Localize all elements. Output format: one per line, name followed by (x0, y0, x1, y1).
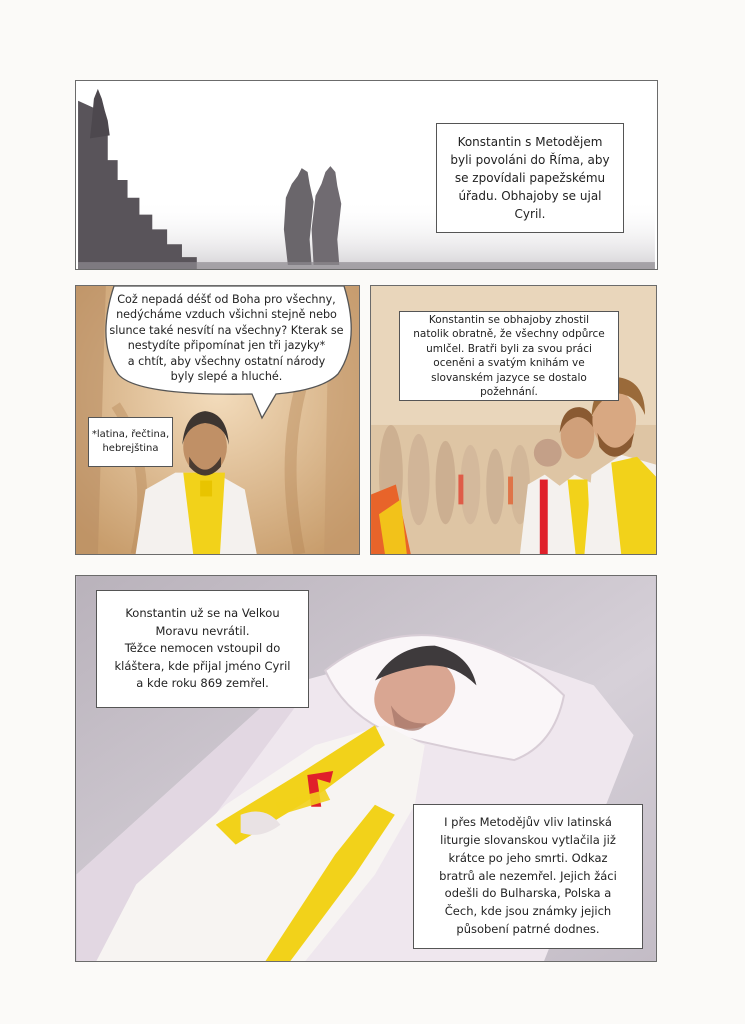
caption-brothers-praised: Konstantin se obhajoby zhostil natolik obratně, že všechny odpůrce umlčel. Bratři byli za svou práci oceněni a svatým knihám ve slovanském jazyce se dostalo požehnání. (399, 311, 619, 401)
cyril-speech-text: Což nepadá déšť od Boha pro všechny, nedýcháme vzduch všichni stejně nebo slunce také nesvítí na všechny? Kterak se nestydíte připomínat jen tři jazyky* a chtít, aby všechny ostatní národy byly slepé a hluché. (109, 292, 344, 383)
panel-brothers-praised (370, 285, 657, 555)
footnote-languages: *latina, řečtina, hebrejština (88, 417, 173, 467)
caption-legacy: I přes Metodějův vliv latinská liturgie slovanskou vytlačila již krátce po jeho smrti. Odkaz bratrů ale nezemřel. Jejich žáci odešli do Bulharska, Polska a Čech, kde jsou známky jejich působení patrné dodnes. (413, 804, 643, 949)
caption-rome-arrival: Konstantin s Metodějem byli povoláni do Říma, aby se zpovídali papežskému úřadu. Obhajoby se ujal Cyril. (436, 123, 624, 233)
panel-cyril-death (75, 575, 657, 962)
monk-silhouette-right (312, 166, 342, 265)
caption-cyril-death: Konstantin už se na Velkou Moravu nevrátil. Těžce nemocen vstoupil do kláštera, kde přijal jméno Cyril a kde roku 869 zemřel. (96, 590, 309, 708)
panel-rome-arrival (75, 80, 658, 270)
monk-silhouette-left (284, 168, 314, 265)
panel-cyril-speech (75, 285, 360, 555)
statue-silhouette (90, 89, 110, 138)
